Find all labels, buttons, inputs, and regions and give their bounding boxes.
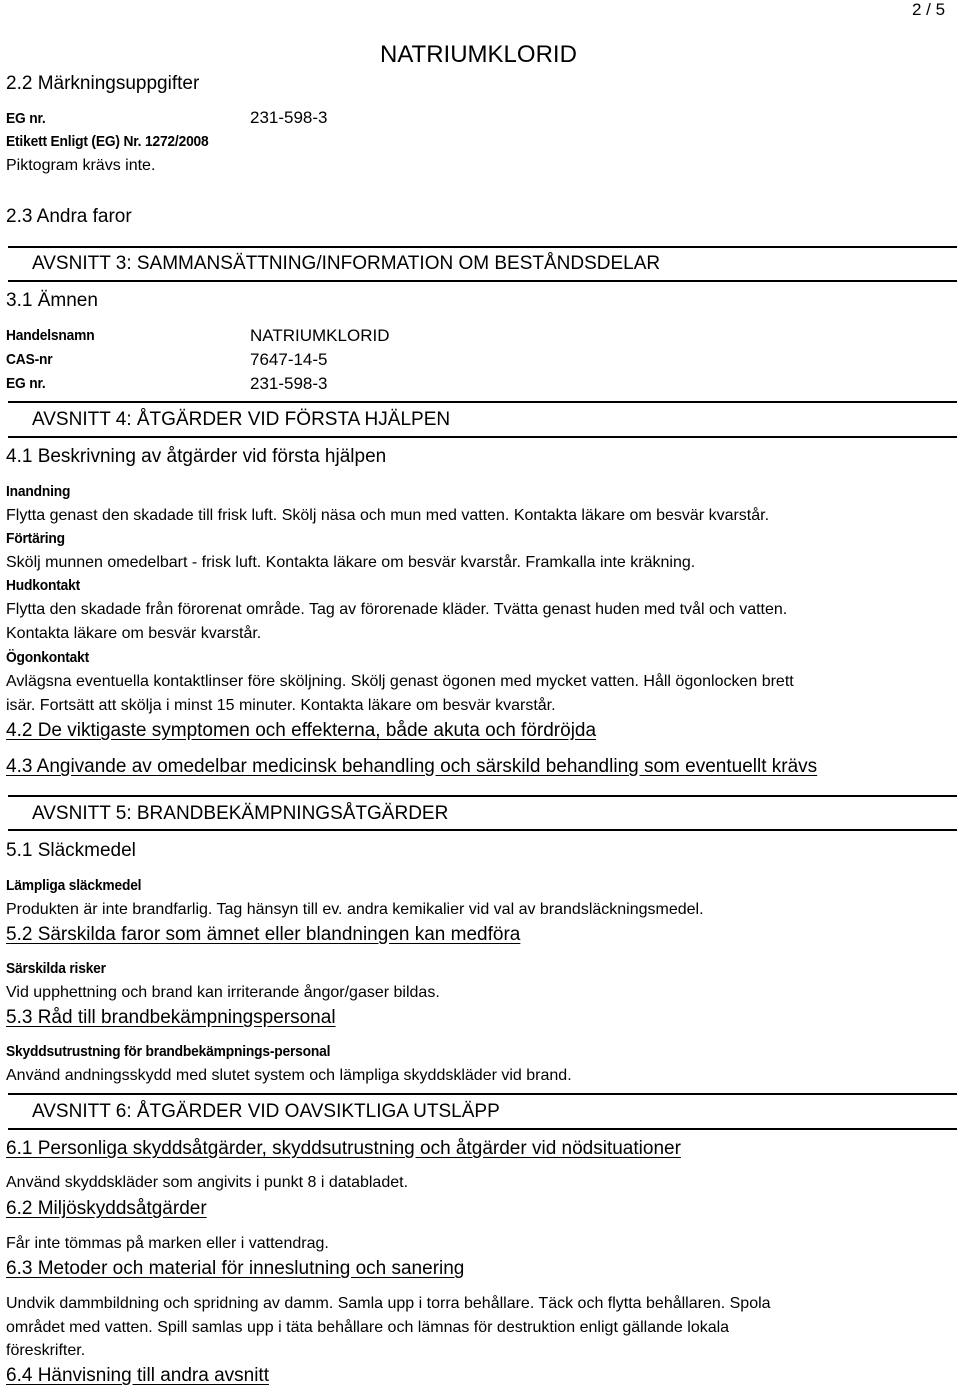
protective-equipment-label: Skyddsutrustning för brandbekämpnings-personal [6,1043,331,1060]
containment-text-line-2: området med vatten. Spill samlas upp i täta behållare och lämnas för destruktion enligt gällande lokala [6,1319,730,1336]
section-5-title: AVSNITT 5: BRANDBEKÄMPNINGSÅTGÄRDER [32,803,449,824]
eye-contact-label: Ögonkontakt [6,649,90,666]
inhalation-label: Inandning [6,483,71,500]
section-3-title: AVSNITT 3: SAMMANSÄTTNING/INFORMATION OM BESTÅNDSDELAR [32,253,661,274]
ingestion-label: Förtäring [6,530,65,547]
section-4-header [8,401,957,438]
subsection-heading-5-2: 5.2 Särskilda faror som ämnet eller blandningen kan medföra [6,924,521,945]
subsection-heading-5-3: 5.3 Råd till brandbekämpningspersonal [6,1007,336,1028]
subsection-heading-6-3: 6.3 Metoder och material för inneslutning och sanering [6,1258,465,1279]
personal-precautions-text: Använd skyddskläder som angivits i punkt 8 i databladet. [6,1174,409,1191]
environmental-precautions-text: Får inte tömmas på marken eller i vattendrag. [6,1235,329,1252]
section-5-header [8,795,957,831]
subsection-heading-6-1: 6.1 Personliga skyddsåtgärder, skyddsutrustning och åtgärder vid nödsituationer [6,1138,681,1159]
skin-contact-label: Hudkontakt [6,577,81,594]
subsection-heading-2-3: 2.3 Andra faror [6,206,132,227]
document-title: NATRIUMKLORID [380,41,577,68]
label-regulation-label: Etikett Enligt (EG) Nr. 1272/2008 [6,133,209,150]
subsection-heading-3-1: 3.1 Ämnen [6,290,98,311]
containment-text-line-3: föreskrifter. [6,1342,86,1359]
eye-contact-text-line-2: isär. Fortsätt att skölja i minst 15 minuter. Kontakta läkare om besvär kvarstår. [6,697,556,714]
subsection-heading-6-4: 6.4 Hänvisning till andra avsnitt [6,1365,269,1386]
ingestion-text: Skölj munnen omedelbart - frisk luft. Kontakta läkare om besvär kvarstår. Framkalla inte kräkning. [6,554,696,571]
cas-number-value: 7647-14-5 [250,350,328,369]
section-6-title: AVSNITT 6: ÅTGÄRDER VID OAVSIKTLIGA UTSLÄPP [32,1101,500,1122]
subsection-heading-2-2: 2.2 Märkningsuppgifter [6,73,200,94]
inhalation-text: Flytta genast den skadade till frisk luft. Skölj näsa och mun med vatten. Kontakta läkare om besvär kvarstår. [6,507,770,524]
subsection-heading-6-2: 6.2 Miljöskyddsåtgärder [6,1198,207,1219]
trade-name-label: Handelsnamn [6,327,95,344]
cas-number-label: CAS-nr [6,351,53,368]
protective-equipment-text: Använd andningsskydd med slutet system och lämpliga skyddskläder vid brand. [6,1067,572,1084]
subsection-heading-4-3: 4.3 Angivande av omedelbar medicinsk behandling och särskild behandling som eventuellt krävs [6,756,818,777]
section-4-title: AVSNITT 4: ÅTGÄRDER VID FÖRSTA HJÄLPEN [32,409,451,430]
pictogram-note: Piktogram krävs inte. [6,157,156,174]
special-risks-text: Vid upphettning och brand kan irriterande ångor/gaser bildas. [6,984,440,1001]
eg-number-value-2: 231-598-3 [250,374,328,393]
page-number: 2 / 5 [912,0,946,19]
eg-number-value: 231-598-3 [250,108,328,127]
eg-number-label: EG nr. [6,110,46,127]
suitable-extinguishing-label: Lämpliga släckmedel [6,877,142,894]
suitable-extinguishing-text: Produkten är inte brandfarlig. Tag hänsyn till ev. andra kemikalier vid val av brandsläckningsmedel. [6,901,704,918]
trade-name-value: NATRIUMKLORID [250,326,390,345]
eg-number-label-2: EG nr. [6,375,46,392]
subsection-heading-5-1: 5.1 Släckmedel [6,840,136,861]
section-6-header [8,1093,957,1130]
subsection-heading-4-1: 4.1 Beskrivning av åtgärder vid första hjälpen [6,446,387,467]
subsection-heading-4-2: 4.2 De viktigaste symptomen och effekterna, både akuta och fördröjda [6,720,597,741]
containment-text-line-1: Undvik dammbildning och spridning av damm. Samla upp i torra behållare. Täck och flytta behållaren. Spola [6,1295,771,1312]
skin-contact-text-line-2: Kontakta läkare om besvär kvarstår. [6,625,262,642]
section-3-header [8,246,957,282]
skin-contact-text-line-1: Flytta den skadade från förorenat område. Tag av förorenade kläder. Tvätta genast huden med tvål och vatten. [6,601,788,618]
eye-contact-text-line-1: Avlägsna eventuella kontaktlinser före sköljning. Skölj genast ögonen med mycket vatten. Håll ögonlocken brett [6,673,794,690]
special-risks-label: Särskilda risker [6,960,106,977]
